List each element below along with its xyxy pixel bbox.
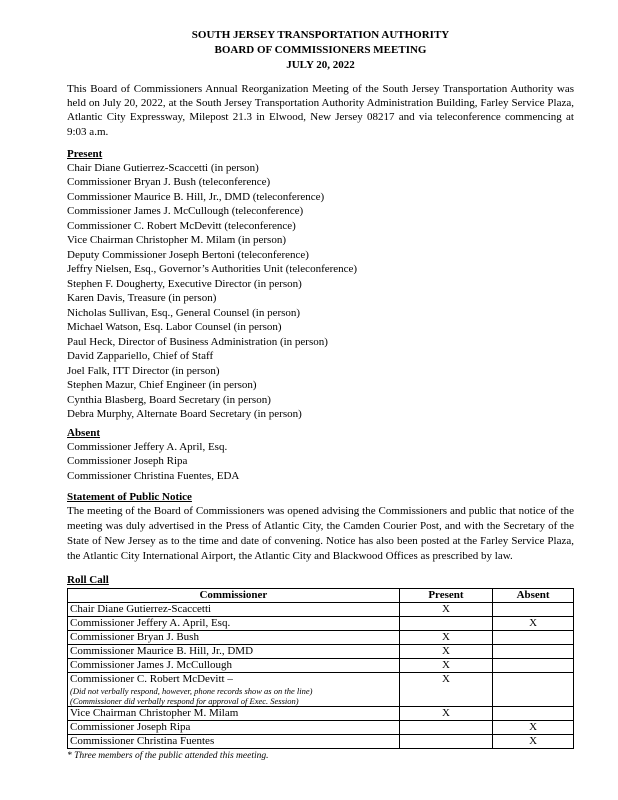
commissioner-name: Commissioner Maurice B. Hill, Jr., DMD	[70, 644, 254, 657]
commissioner-cell	[68, 734, 400, 748]
present-mark	[399, 720, 492, 734]
commissioner-name: Commissioner Bryan J. Bush	[70, 630, 199, 643]
present-mark: X	[399, 672, 492, 706]
present-mark: X	[399, 644, 492, 658]
column-header-present: Present	[399, 588, 492, 602]
absent-mark	[493, 706, 574, 720]
commissioner-cell	[68, 630, 400, 644]
column-header-commissioner: Commissioner	[68, 588, 400, 602]
present-mark: X	[399, 706, 492, 720]
present-heading: Present	[67, 147, 103, 160]
present-list-item: Michael Watson, Esq. Labor Counsel (in person)	[67, 321, 282, 334]
absent-heading: Absent	[67, 426, 101, 439]
present-list-item: Deputy Commissioner Joseph Bertoni (teleconference)	[67, 248, 309, 261]
commissioner-name: Commissioner Christina Fuentes	[70, 734, 215, 747]
commissioner-name: Chair Diane Gutierrez-Scaccetti	[70, 602, 212, 615]
table-row	[68, 658, 574, 672]
commissioner-name: Commissioner Joseph Ripa	[70, 720, 191, 733]
present-list-item: Chair Diane Gutierrez-Scaccetti (in person)	[67, 161, 259, 174]
absent-mark	[493, 630, 574, 644]
present-list-item: Commissioner Maurice B. Hill, Jr., DMD (teleconference)	[67, 190, 325, 203]
commissioner-name: Commissioner Jeffery A. April, Esq.	[70, 616, 231, 629]
absent-mark: X	[493, 734, 574, 748]
header-authority: SOUTH JERSEY TRANSPORTATION AUTHORITY	[191, 29, 450, 41]
table-row	[68, 672, 574, 706]
present-mark: X	[399, 602, 492, 616]
roll-call-table	[67, 588, 574, 749]
commissioner-name: Commissioner James J. McCullough	[70, 658, 232, 671]
public-notice-heading: Statement of Public Notice	[67, 491, 192, 504]
commissioner-cell	[68, 602, 400, 616]
present-list-item: Vice Chairman Christopher M. Milam (in person)	[67, 234, 286, 247]
present-list-item: Jeffry Nielsen, Esq., Governor’s Authorities Unit (teleconference)	[67, 263, 358, 276]
absent-list	[67, 440, 574, 484]
table-row	[68, 734, 574, 748]
commissioner-cell	[68, 658, 400, 672]
commissioner-cell	[68, 644, 400, 658]
absent-mark: X	[493, 720, 574, 734]
present-list-item: David Zappariello, Chief of Staff	[67, 350, 214, 363]
commissioner-cell	[68, 672, 400, 706]
table-row	[68, 630, 574, 644]
table-row	[68, 602, 574, 616]
present-list	[67, 161, 574, 422]
roll-call-heading: Roll Call	[67, 573, 109, 586]
present-list-item: Cynthia Blasberg, Board Secretary (in person)	[67, 393, 271, 406]
absent-mark	[493, 644, 574, 658]
present-mark	[399, 616, 492, 630]
present-list-item: Paul Heck, Director of Business Administration (in person)	[67, 335, 328, 348]
commissioner-name: Vice Chairman Christopher M. Milam	[70, 706, 239, 719]
present-list-item: Nicholas Sullivan, Esq., General Counsel (in person)	[67, 306, 301, 319]
present-list-item: Stephen F. Dougherty, Executive Director (in person)	[67, 277, 302, 290]
present-mark: X	[399, 658, 492, 672]
absent-list-item: Commissioner Jeffery A. April, Esq.	[67, 440, 228, 453]
present-list-item: Debra Murphy, Alternate Board Secretary (in person)	[67, 408, 302, 421]
header-meeting: BOARD OF COMMISSIONERS MEETING	[214, 44, 427, 56]
present-list-item: Joel Falk, ITT Director (in person)	[67, 364, 220, 377]
absent-mark: X	[493, 616, 574, 630]
table-row	[68, 720, 574, 734]
table-row	[68, 706, 574, 720]
absent-list-item: Commissioner Christina Fuentes, EDA	[67, 469, 240, 482]
present-mark	[399, 734, 492, 748]
present-list-item: Commissioner James J. McCullough (teleconference)	[67, 205, 304, 218]
public-notice-paragraph: The meeting of the Board of Commissioners was opened advising the Commissioners and public that notice of the meeting was duly advertised in the Press of Atlantic City, the Camden Courier Post, and with the Secretary of the State of New Jersey as to the time and date of convening. Notice has also been posted at the Farley Service Plaza, the Atlantic City International Airport, the Atlantic City and Blackwood Offices as prescribed by law.	[67, 505, 574, 562]
present-list-item: Commissioner C. Robert McDevitt (teleconference)	[67, 219, 296, 232]
intro-paragraph: This Board of Commissioners Annual Reorganization Meeting of the South Jersey Transportation Authority was held on July 20, 2022, at the South Jersey Transportation Authority Administration Building, Farley Service Plaza, Atlantic City Expressway, Milepost 21.3 in Elwood, New Jersey 08217 and via teleconference commencing at 9:03 a.m.	[67, 83, 574, 138]
roll-call-header-row	[68, 588, 574, 602]
present-list-item: Stephen Mazur, Chief Engineer (in person)	[67, 379, 257, 392]
absent-mark	[493, 602, 574, 616]
absent-list-item: Commissioner Joseph Ripa	[67, 455, 188, 468]
present-mark: X	[399, 630, 492, 644]
header-date: JULY 20, 2022	[286, 59, 355, 71]
commissioner-note: (Commissioner did verbally respond for approval of Exec. Session)	[70, 695, 299, 706]
commissioner-note: (Did not verbally respond, however, phone records show as on the line)	[70, 685, 313, 696]
attendance-footnote: * Three members of the public attended this meeting.	[67, 750, 269, 761]
present-list-item: Commissioner Bryan J. Bush (teleconference)	[67, 176, 271, 189]
column-header-absent: Absent	[493, 588, 574, 602]
present-list-item: Karen Davis, Treasure (in person)	[67, 292, 217, 305]
document-page	[67, 28, 574, 762]
document-header	[67, 28, 574, 73]
absent-mark	[493, 658, 574, 672]
table-row	[68, 644, 574, 658]
commissioner-cell	[68, 706, 400, 720]
absent-mark	[493, 672, 574, 706]
table-row	[68, 616, 574, 630]
commissioner-cell	[68, 616, 400, 630]
commissioner-name: Commissioner C. Robert McDevitt –	[70, 672, 233, 685]
commissioner-cell	[68, 720, 400, 734]
